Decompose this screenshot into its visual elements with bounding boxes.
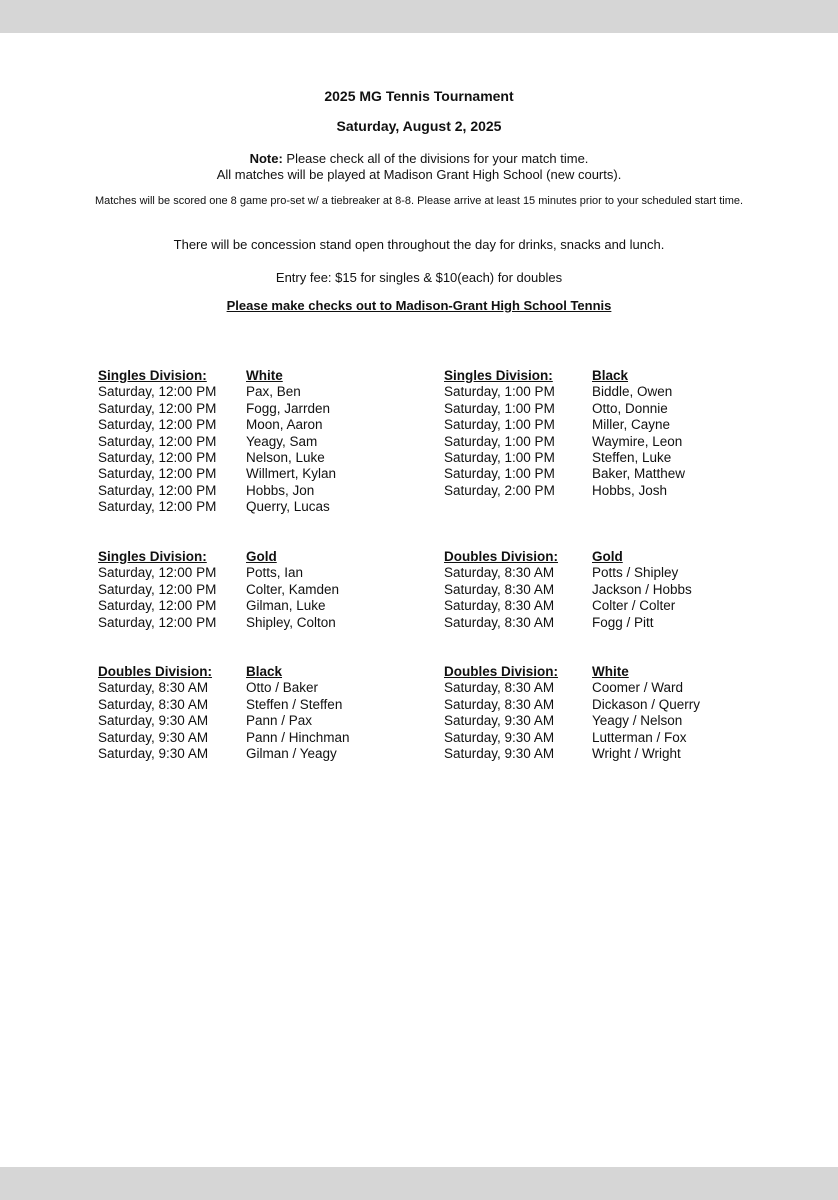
match-row	[444, 450, 744, 466]
match-row	[444, 483, 744, 499]
match-row	[444, 697, 744, 713]
match-time: Saturday, 8:30 AM	[444, 614, 555, 630]
player-name: Otto / Baker	[246, 680, 319, 696]
division-title: Singles Division:	[98, 549, 207, 564]
division-title: Doubles Division:	[98, 664, 213, 679]
match-row	[98, 697, 398, 713]
division-label: White	[592, 664, 629, 679]
player-name: Hobbs, Josh	[592, 482, 668, 498]
division-block	[444, 368, 744, 499]
match-time: Saturday, 1:00 PM	[444, 433, 555, 449]
note-text: Please check all of the divisions for your match time.	[282, 151, 589, 166]
match-time: Saturday, 9:30 AM	[98, 729, 209, 745]
player-name: Wright / Wright	[592, 745, 681, 761]
match-time: Saturday, 9:30 AM	[444, 713, 555, 729]
match-time: Saturday, 1:00 PM	[444, 449, 555, 465]
match-row	[98, 417, 398, 433]
player-name: Yeagy, Sam	[246, 433, 318, 449]
note-label: Note:	[249, 151, 283, 166]
match-time: Saturday, 2:00 PM	[444, 482, 555, 498]
match-row	[444, 615, 744, 631]
division-label: Gold	[592, 549, 623, 564]
match-row	[98, 730, 398, 746]
match-row	[444, 582, 744, 598]
concession-line: There will be concession stand open throughout the day for drinks, snacks and lunch.	[173, 237, 665, 252]
match-row	[98, 615, 398, 631]
match-time: Saturday, 12:00 PM	[98, 482, 217, 498]
match-time: Saturday, 8:30 AM	[444, 680, 555, 696]
match-time: Saturday, 1:00 PM	[444, 400, 555, 416]
match-time: Saturday, 12:00 PM	[98, 417, 217, 433]
match-time: Saturday, 8:30 AM	[98, 680, 209, 696]
match-time: Saturday, 8:30 AM	[444, 696, 555, 712]
match-time: Saturday, 12:00 PM	[98, 384, 217, 400]
player-name: Fogg, Jarrden	[246, 400, 331, 416]
match-row	[444, 565, 744, 581]
match-row	[98, 384, 398, 400]
division-block	[98, 549, 398, 631]
match-time: Saturday, 9:30 AM	[444, 745, 555, 761]
player-name: Gilman, Luke	[246, 598, 326, 614]
document-page	[0, 33, 838, 1167]
division-block	[98, 664, 398, 762]
match-row	[98, 713, 398, 729]
match-row	[444, 730, 744, 746]
checks-line: Please make checks out to Madison-Grant High School Tennis	[226, 298, 612, 313]
player-name: Biddle, Owen	[592, 384, 673, 400]
division-label: Black	[592, 368, 629, 383]
match-row	[98, 565, 398, 581]
document-title: 2025 MG Tennis Tournament	[324, 88, 514, 104]
division-title: Singles Division:	[444, 368, 553, 383]
division-label: White	[246, 368, 283, 383]
match-row	[98, 746, 398, 762]
match-row	[444, 713, 744, 729]
player-name: Lutterman / Fox	[592, 729, 687, 745]
division-block	[444, 549, 744, 631]
player-name: Dickason / Querry	[592, 696, 701, 712]
match-time: Saturday, 12:00 PM	[98, 598, 217, 614]
player-name: Pax, Ben	[246, 384, 301, 400]
division-header	[98, 549, 398, 565]
division-header	[98, 664, 398, 680]
player-name: Miller, Cayne	[592, 417, 671, 433]
player-name: Potts, Ian	[246, 565, 304, 581]
match-time: Saturday, 9:30 AM	[98, 713, 209, 729]
match-row	[98, 598, 398, 614]
match-row	[444, 466, 744, 482]
match-row	[444, 746, 744, 762]
player-name: Nelson, Luke	[246, 449, 325, 465]
match-row	[98, 483, 398, 499]
match-row	[98, 434, 398, 450]
match-time: Saturday, 12:00 PM	[98, 581, 217, 597]
division-title: Doubles Division:	[444, 549, 559, 564]
player-name: Hobbs, Jon	[246, 482, 315, 498]
player-name: Shipley, Colton	[246, 614, 336, 630]
match-time: Saturday, 12:00 PM	[98, 499, 217, 515]
note-line	[0, 151, 838, 167]
match-row	[98, 466, 398, 482]
match-row	[98, 582, 398, 598]
match-time: Saturday, 1:00 PM	[444, 417, 555, 433]
match-time: Saturday, 12:00 PM	[98, 400, 217, 416]
match-row	[444, 384, 744, 400]
match-time: Saturday, 8:30 AM	[444, 598, 555, 614]
player-name: Baker, Matthew	[592, 466, 686, 482]
match-time: Saturday, 1:00 PM	[444, 466, 555, 482]
player-name: Moon, Aaron	[246, 417, 323, 433]
match-row	[444, 598, 744, 614]
player-name: Colter / Colter	[592, 598, 676, 614]
match-row	[98, 680, 398, 696]
division-label: Black	[246, 664, 283, 679]
player-name: Potts / Shipley	[592, 565, 679, 581]
division-title: Doubles Division:	[444, 664, 559, 679]
player-name: Colter, Kamden	[246, 581, 340, 597]
player-name: Steffen, Luke	[592, 449, 672, 465]
match-time: Saturday, 12:00 PM	[98, 466, 217, 482]
match-time: Saturday, 12:00 PM	[98, 433, 217, 449]
division-title: Singles Division:	[98, 368, 207, 383]
match-row	[444, 434, 744, 450]
match-row	[98, 499, 398, 515]
division-header	[444, 664, 744, 680]
player-name: Pann / Pax	[246, 713, 313, 729]
location-line: All matches will be played at Madison Grant High School (new courts).	[216, 167, 622, 182]
division-block	[444, 664, 744, 762]
player-name: Waymire, Leon	[592, 433, 683, 449]
match-time: Saturday, 1:00 PM	[444, 384, 555, 400]
player-name: Pann / Hinchman	[246, 729, 350, 745]
match-row	[444, 401, 744, 417]
player-name: Fogg / Pitt	[592, 614, 654, 630]
player-name: Coomer / Ward	[592, 680, 684, 696]
match-row	[98, 401, 398, 417]
match-time: Saturday, 8:30 AM	[444, 581, 555, 597]
player-name: Querry, Lucas	[246, 499, 330, 515]
entry-fee-line: Entry fee: $15 for singles & $10(each) for doubles	[275, 270, 563, 285]
match-time: Saturday, 8:30 AM	[444, 565, 555, 581]
division-header	[98, 368, 398, 384]
match-time: Saturday, 12:00 PM	[98, 565, 217, 581]
player-name: Willmert, Kylan	[246, 466, 337, 482]
match-row	[444, 417, 744, 433]
match-time: Saturday, 12:00 PM	[98, 449, 217, 465]
scoring-line: Matches will be scored one 8 game pro-set w/ a tiebreaker at 8-8. Please arrive at least 15 minutes prior to your scheduled start time.	[94, 195, 744, 207]
document-date: Saturday, August 2, 2025	[336, 118, 502, 134]
division-header	[444, 549, 744, 565]
player-name: Gilman / Yeagy	[246, 745, 337, 761]
match-time: Saturday, 8:30 AM	[98, 696, 209, 712]
match-time: Saturday, 9:30 AM	[98, 745, 209, 761]
division-label: Gold	[246, 549, 277, 564]
match-row	[98, 450, 398, 466]
division-header	[444, 368, 744, 384]
division-block	[98, 368, 398, 516]
player-name: Jackson / Hobbs	[592, 581, 692, 597]
match-time: Saturday, 12:00 PM	[98, 614, 217, 630]
player-name: Steffen / Steffen	[246, 696, 343, 712]
player-name: Otto, Donnie	[592, 400, 668, 416]
match-row	[444, 680, 744, 696]
player-name: Yeagy / Nelson	[592, 713, 683, 729]
match-time: Saturday, 9:30 AM	[444, 729, 555, 745]
